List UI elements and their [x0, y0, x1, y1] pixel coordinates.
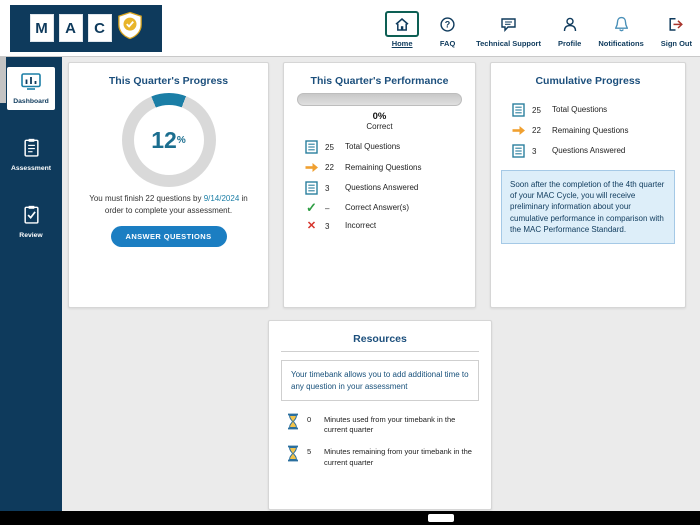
- stat-label: Total Questions: [345, 142, 401, 151]
- nav-sign-out-label: Sign Out: [660, 39, 692, 48]
- progress-percent-value: 12: [151, 126, 177, 153]
- stat-total-questions: [304, 140, 475, 154]
- stat-remaining-questions: [304, 162, 475, 173]
- mac-logo: [10, 5, 162, 52]
- list-icon: [304, 181, 319, 195]
- stat-value: 22: [532, 126, 541, 135]
- stat-value: 25: [325, 142, 334, 152]
- nav-faq-label: FAQ: [439, 39, 456, 48]
- progress-donut-hole: [134, 105, 204, 175]
- check-icon: ✓: [306, 200, 317, 215]
- performance-percent-label: Correct: [366, 122, 393, 131]
- resources-divider: [281, 351, 479, 352]
- chat-icon: [496, 11, 521, 37]
- list-icon: [511, 103, 526, 117]
- performance-percent: 0%: [372, 111, 387, 122]
- stat-label: Incorrect: [345, 221, 377, 230]
- hourglass-icon: [285, 413, 300, 430]
- stat-label: Correct Answer(s): [345, 203, 410, 212]
- person-icon: [559, 11, 581, 37]
- home-icon: [385, 11, 419, 37]
- stat-label: Questions Answered: [345, 183, 419, 192]
- nav-faq[interactable]: [436, 8, 459, 48]
- progress-due-date: 9/14/2024: [203, 194, 240, 203]
- stat-value: 25: [532, 105, 541, 115]
- progress-message-post: in order to complete your assessment.: [104, 194, 248, 215]
- stat-label: Total Questions: [552, 105, 608, 114]
- progress-donut: [122, 93, 216, 187]
- resources-card: [268, 320, 492, 510]
- nav-notifications[interactable]: [598, 8, 643, 48]
- nav-home-label: Home: [391, 39, 413, 48]
- sign-out-icon: [664, 11, 688, 37]
- sidebar-item-dashboard-label: Dashboard: [13, 98, 49, 105]
- sidebar-item-review-label: Review: [19, 232, 43, 239]
- sidebar-item-review[interactable]: [7, 199, 55, 244]
- stat-value: 5: [307, 447, 312, 457]
- list-icon: [304, 140, 319, 154]
- progress-percent-symbol: %: [176, 134, 186, 146]
- x-icon: ✕: [306, 220, 317, 232]
- stat-label: Remaining Questions: [345, 162, 422, 172]
- progress-message-pre: You must finish 22 questions by: [89, 194, 202, 203]
- nav-technical-support-label: Technical Support: [476, 39, 541, 48]
- stat-value: 3: [325, 221, 330, 231]
- stat-value: 0: [307, 415, 312, 425]
- hourglass-icon: [285, 445, 300, 462]
- bell-icon: [610, 11, 633, 37]
- stat-remaining-questions: [511, 125, 685, 136]
- performance-stats: [284, 140, 475, 231]
- nav-profile[interactable]: [558, 8, 581, 48]
- cumulative-progress-card: [490, 62, 686, 308]
- timebank-info-box: Your timebank allows you to add additional time to any question in your assessment: [281, 360, 479, 401]
- stat-label: Minutes used from your timebank in the current quarter: [324, 415, 456, 435]
- svg-text:?: ?: [444, 19, 451, 30]
- answer-questions-button[interactable]: ANSWER QUESTIONS: [111, 226, 227, 247]
- progress-message: [83, 193, 254, 216]
- list-icon: [511, 144, 526, 158]
- taskbar-handle[interactable]: [428, 514, 454, 522]
- logo-letter-c: C: [88, 14, 112, 42]
- nav-notifications-label: Notifications: [598, 39, 644, 48]
- taskbar: [0, 511, 700, 525]
- header: [0, 0, 700, 57]
- performance-progress-bar: [297, 93, 462, 106]
- stat-minutes-remaining: [285, 445, 491, 467]
- stat-questions-answered: [511, 144, 685, 158]
- stat-value: 3: [325, 183, 330, 193]
- resources-title: Resources: [353, 333, 407, 345]
- stat-incorrect: [304, 221, 475, 231]
- stat-minutes-used: [285, 413, 491, 435]
- scrollbar-thumb[interactable]: [0, 57, 6, 103]
- question-icon: [436, 11, 459, 37]
- assessment-icon: [23, 138, 40, 162]
- stat-correct-answers: [304, 200, 475, 215]
- quarter-performance-title: This Quarter's Performance: [310, 75, 449, 87]
- cumulative-info-box: Soon after the completion of the 4th quarter of your MAC Cycle, you will receive preliminary information about your cumulative performance in comparison with the MAC Performance Standard.: [501, 170, 675, 244]
- cumulative-progress-title: Cumulative Progress: [535, 75, 641, 87]
- stat-label: Remaining Questions: [552, 125, 629, 135]
- sidebar: [0, 57, 62, 511]
- header-nav: [385, 8, 692, 48]
- arrow-right-icon: [304, 162, 319, 173]
- cumulative-stats: [491, 103, 685, 158]
- sidebar-item-assessment-label: Assessment: [10, 165, 52, 172]
- quarter-performance-card: [283, 62, 476, 308]
- nav-home[interactable]: [385, 8, 419, 48]
- shield-badge-icon: [117, 11, 143, 45]
- dashboard-icon: [21, 73, 41, 95]
- stat-total-questions: [511, 103, 685, 117]
- review-icon: [23, 205, 40, 229]
- stat-value: –: [325, 203, 330, 213]
- stat-value: 22: [325, 163, 334, 172]
- nav-sign-out[interactable]: [661, 8, 692, 48]
- stat-label: Minutes remaining from your timebank in the current quarter: [324, 447, 472, 467]
- stat-label: Questions Answered: [552, 146, 626, 155]
- nav-profile-label: Profile: [557, 39, 582, 48]
- stat-questions-answered: [304, 181, 475, 195]
- stat-value: 3: [532, 146, 537, 156]
- logo-letter-a: A: [59, 14, 83, 42]
- sidebar-item-dashboard[interactable]: [7, 67, 55, 110]
- logo-letter-m: M: [30, 14, 54, 42]
- sidebar-item-assessment[interactable]: [7, 132, 55, 177]
- nav-technical-support[interactable]: [476, 8, 541, 48]
- arrow-right-icon: [511, 125, 526, 136]
- quarter-progress-card: [68, 62, 269, 308]
- quarter-progress-title: This Quarter's Progress: [108, 75, 229, 87]
